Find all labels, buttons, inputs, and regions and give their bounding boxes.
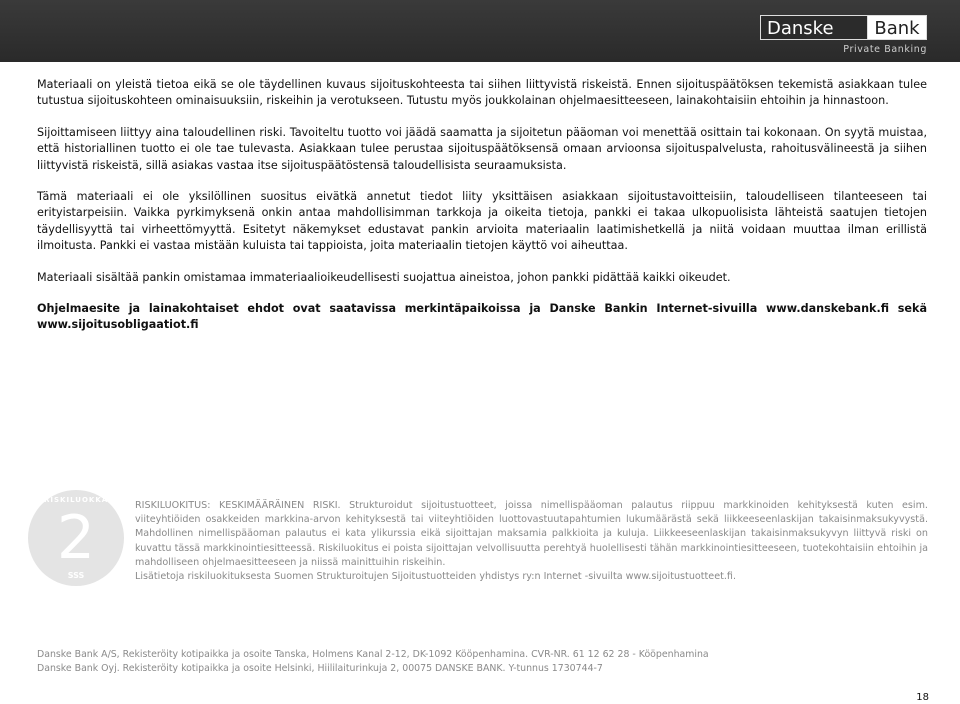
risk-more-info: Lisätietoja riskiluokituksesta Suomen Strukturoitujen Sijoitustuotteiden yhdistys ry:n Internet -sivuilta www.sijoitustuotteet.fi. bbox=[135, 571, 737, 583]
logo-bank: Bank bbox=[867, 15, 927, 40]
page-number: 18 bbox=[916, 692, 929, 703]
risk-class-number: 2 bbox=[56, 503, 96, 573]
header-bar bbox=[0, 0, 960, 62]
paragraph-investment-risk: Sijoittamiseen liittyy aina taloudellinen riski. Tavoiteltu tuotto voi jäädä saamatta ja sijoitetun pääoman voi menettää osittain tai kokonaan. On syytä muistaa, että historiallinen tuotto ei ole tae tulevasta. Asiakkaan tulee perustaa sijoituspäätöksensä omaan arvioonsa sijoituspalvelusta, rahoitusvälineestä ja siihen liittyvistä riskeistä, sillä asiakas vastaa itse sijoituspäätöstensä taloudellisista seuraamuksista. bbox=[37, 125, 927, 172]
badge-label: RISKILUOKKA bbox=[44, 496, 109, 504]
paragraph-not-recommendation: Tämä materiaali ei ole yksilöllinen suositus eivätkä annetut tiedot liity yksittäisen asiakkaan sijoitustavoitteisiin, taloudelliseen tilanteeseen tai erityistarpeisiin. Vaikka pyrkimyksenä onkin antaa mahdollisimman tarkkoja ja oikeita tietoja, pankki ei takaa ulkopuolisista lähteistä saatujen tietojen täydellisyyttä tai virheettömyyttä. Esitetyt näkemykset edustavat pankin arvioita materiaalin laatimishetkellä ja niitä voidaan muuttaa ilman erillistä ilmoitusta. Pankki ei vastaa mistään kuluista tai tappioista, joita materiaalin tietojen käyttö voi aiheuttaa. bbox=[37, 190, 927, 253]
risk-class-badge bbox=[28, 490, 124, 586]
sss-mark: SSS bbox=[67, 571, 85, 580]
tagline: Private Banking bbox=[843, 44, 927, 55]
logo-danske: Danske bbox=[760, 15, 868, 40]
legal-footer bbox=[37, 648, 837, 675]
paragraph-availability: Ohjelmaesite ja lainakohtaiset ehdot ovat saatavissa merkintäpaikoissa ja Danske Bankin Internet-sivuilla www.danskebank.fi sekä www.sijoitusobligaatiot.fi bbox=[37, 302, 927, 332]
risk-description bbox=[135, 499, 928, 584]
disclaimer-body bbox=[37, 77, 927, 349]
risk-heading: RISKILUOKITUS: KESKIMÄÄRÄINEN RISKI. bbox=[135, 500, 341, 511]
footer-line-danske-bank-as: Danske Bank A/S, Rekisteröity kotipaikka ja osoite Tanska, Holmens Kanal 2-12, DK-1092 Kööpenhamina. CVR-NR. 61 12 62 28 - Kööpenhamina bbox=[37, 649, 709, 660]
danske-bank-logo[interactable] bbox=[760, 15, 927, 40]
paragraph-general-info: Materiaali on yleistä tietoa eikä se ole täydellinen kuvaus sijoituskohteesta tai siihen liittyvistä riskeistä. Ennen sijoituspäätöksen tekemistä asiakkaan tulee tutustua sijoituskohteen ominaisuuksiin, riskeihin ja verotukseen. Tutustu myös joukkolainan ohjelmaesitteeseen, lainakohtaisiin ehtoihin ja hinnastoon. bbox=[37, 78, 927, 108]
paragraph-intellectual-property: Materiaali sisältää pankin omistamaa immateriaalioikeudellisesti suojattua aineistoa, johon pankki pidättää kaikki oikeudet. bbox=[37, 270, 731, 284]
risk-classification-section bbox=[28, 490, 928, 600]
risk-body: Strukturoidut sijoitustuotteet, joissa nimellispääoman palautus riippuu markkinoiden kehityksestä kuten esim. viiteyhtiöiden osakkeiden markkina-arvon kehityksestä tai viiteyhtiöiden luottovastuutapahtumien lukumäärästä sekä liikkeeseenlaskijan takaisinmaksukyvystä. Mahdollinen nimellispääoman palautus ei kata ylikurssia eikä sijoittajan maksamia palkkioita ja kuluja. Liikkeeseenlaskijan takaisinmaksukyvyn liittyvä riski on kuvattu tässä markkinointiesitteessä. Riskiluokitus ei poista sijoittajan velvollisuutta perehtyä huolellisesti tähän markkinointiesitteeseen, tuotekohtaisiin ehtoihin ja mahdolliseen ohjelmaesitteeseen ja niissä mainittuihin riskeihin. bbox=[135, 500, 928, 568]
footer-line-danske-bank-oyj: Danske Bank Oyj. Rekisteröity kotipaikka ja osoite Helsinki, Hiililaiturinkuja 2, 00075 DANSKE BANK. Y-tunnus 1730744-7 bbox=[37, 662, 603, 674]
